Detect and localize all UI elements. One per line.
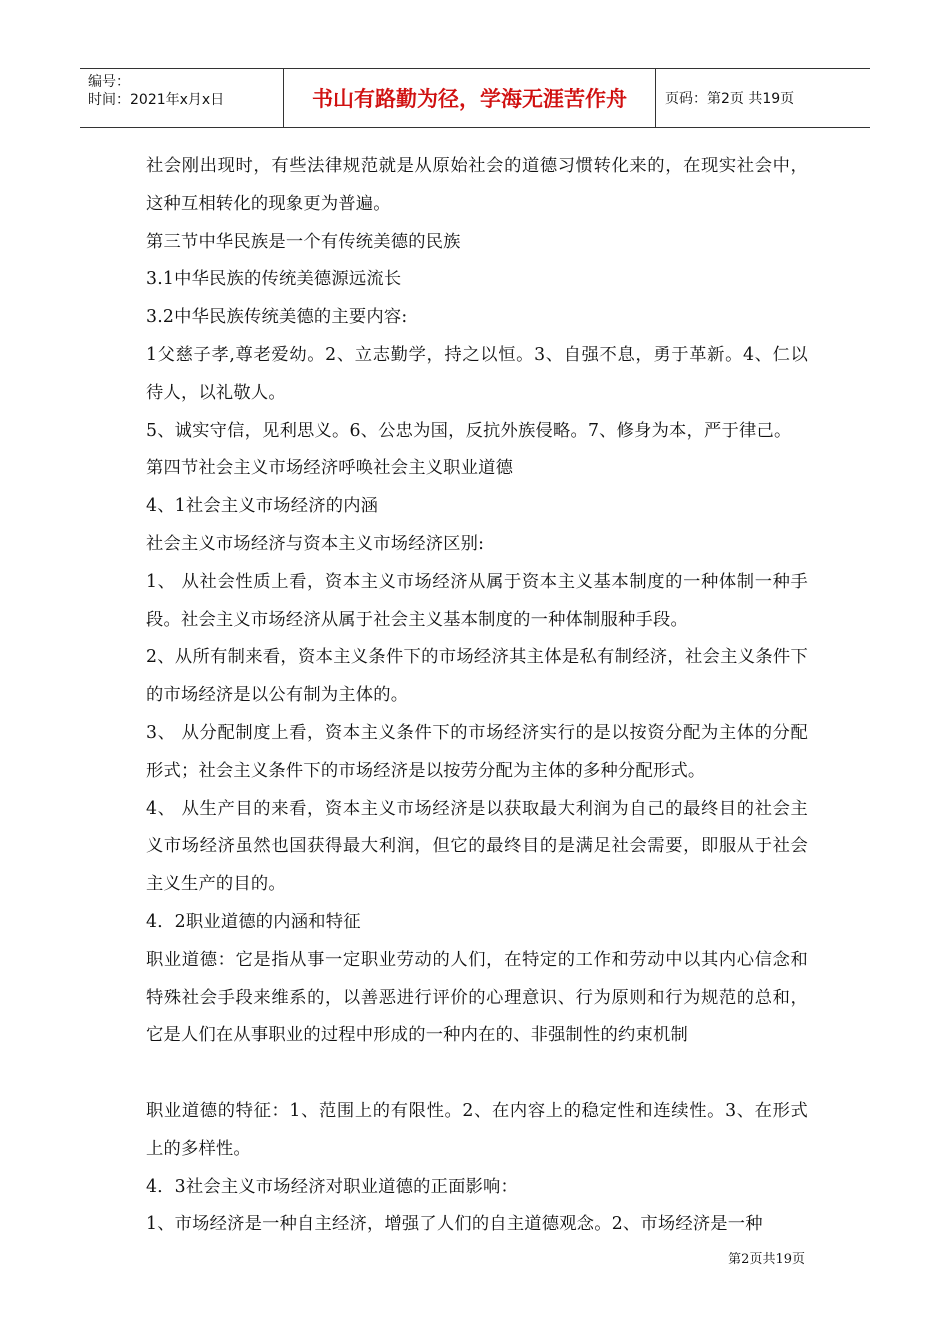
header-motto: 书山有路勤为径，学海无涯苦作舟 bbox=[283, 69, 656, 127]
paragraph: 5、诚实守信，见利思义。6、公忠为国，反抗外族侵略。7、修身为本，严于律己。 bbox=[146, 420, 792, 441]
paragraph: 1、市场经济是一种自主经济，增强了人们的自主道德观念。2、市场经济是一种 bbox=[146, 1214, 763, 1235]
paragraph: 4、 从生产目的来看，资本主义市场经济是以获取最大利润为自己的最终目的社会主义市场经济虽然也国获得最大利润，但它的最终目的是满足社会需要，即服从于社会主义生产的目的。 bbox=[146, 798, 808, 895]
header-meta bbox=[80, 69, 283, 127]
document-body bbox=[146, 148, 808, 1244]
document-date: 时间：2021年x月x日 bbox=[88, 92, 225, 108]
subsection-heading: 4．3社会主义市场经济对职业道德的正面影响： bbox=[146, 1176, 519, 1197]
header-page-info: 页码：第2页 共19页 bbox=[665, 91, 795, 107]
paragraph: 1父慈子孝,尊老爱幼。2、立志勤学，持之以恒。3、自强不息，勇于革新。4、仁以待人，以礼敬人。 bbox=[146, 344, 808, 403]
page-header bbox=[80, 68, 870, 128]
subsection-heading: 4、1社会主义市场经济的内涵 bbox=[146, 496, 379, 517]
section-heading: 第四节社会主义市场经济呼唤社会主义职业道德 bbox=[146, 458, 514, 479]
document-number: 编号： bbox=[88, 74, 130, 90]
paragraph: 职业道德的特征：1、范围上的有限性。2、在内容上的稳定性和连续性。3、在形式上的多样性。 bbox=[146, 1100, 808, 1159]
paragraph: 2、从所有制来看，资本主义条件下的市场经济其主体是私有制经济，社会主义条件下的市场经济是以公有制为主体的。 bbox=[146, 647, 808, 706]
subsection-heading: 4．2职业道德的内涵和特征 bbox=[146, 911, 361, 932]
paragraph: 1、 从社会性质上看，资本主义市场经济从属于资本主义基本制度的一种体制一种手段。社会主义市场经济从属于社会主义基本制度的一种体制服种手段。 bbox=[146, 571, 808, 630]
paragraph: 社会刚出现时，有些法律规范就是从原始社会的道德习惯转化来的，在现实社会中，这种互相转化的现象更为普遍。 bbox=[146, 156, 808, 214]
page-footer: 第2页共19页 bbox=[728, 1252, 805, 1267]
paragraph: 社会主义市场经济与资本主义市场经济区别: bbox=[146, 533, 485, 554]
paragraph: 3、 从分配制度上看，资本主义条件下的市场经济实行的是以按资分配为主体的分配形式；社会主义条件下的市场经济是以按劳分配为主体的多种分配形式。 bbox=[146, 722, 808, 781]
paragraph: 职业道德：它是指从事一定职业劳动的人们，在特定的工作和劳动中以其内心信念和特殊社会手段来维系的，以善恶进行评价的心理意识、行为原则和行为规范的总和，它是人们在从事职业的过程中形成的一种内在的、非强制性的约束机制 bbox=[146, 949, 808, 1046]
subsection-heading: 3.2中华民族传统美德的主要内容: bbox=[146, 307, 408, 328]
section-heading: 第三节中华民族是一个有传统美德的民族 bbox=[146, 231, 461, 252]
subsection-heading: 3.1中华民族的传统美德源远流长 bbox=[146, 269, 402, 290]
blank-line bbox=[146, 1055, 808, 1093]
